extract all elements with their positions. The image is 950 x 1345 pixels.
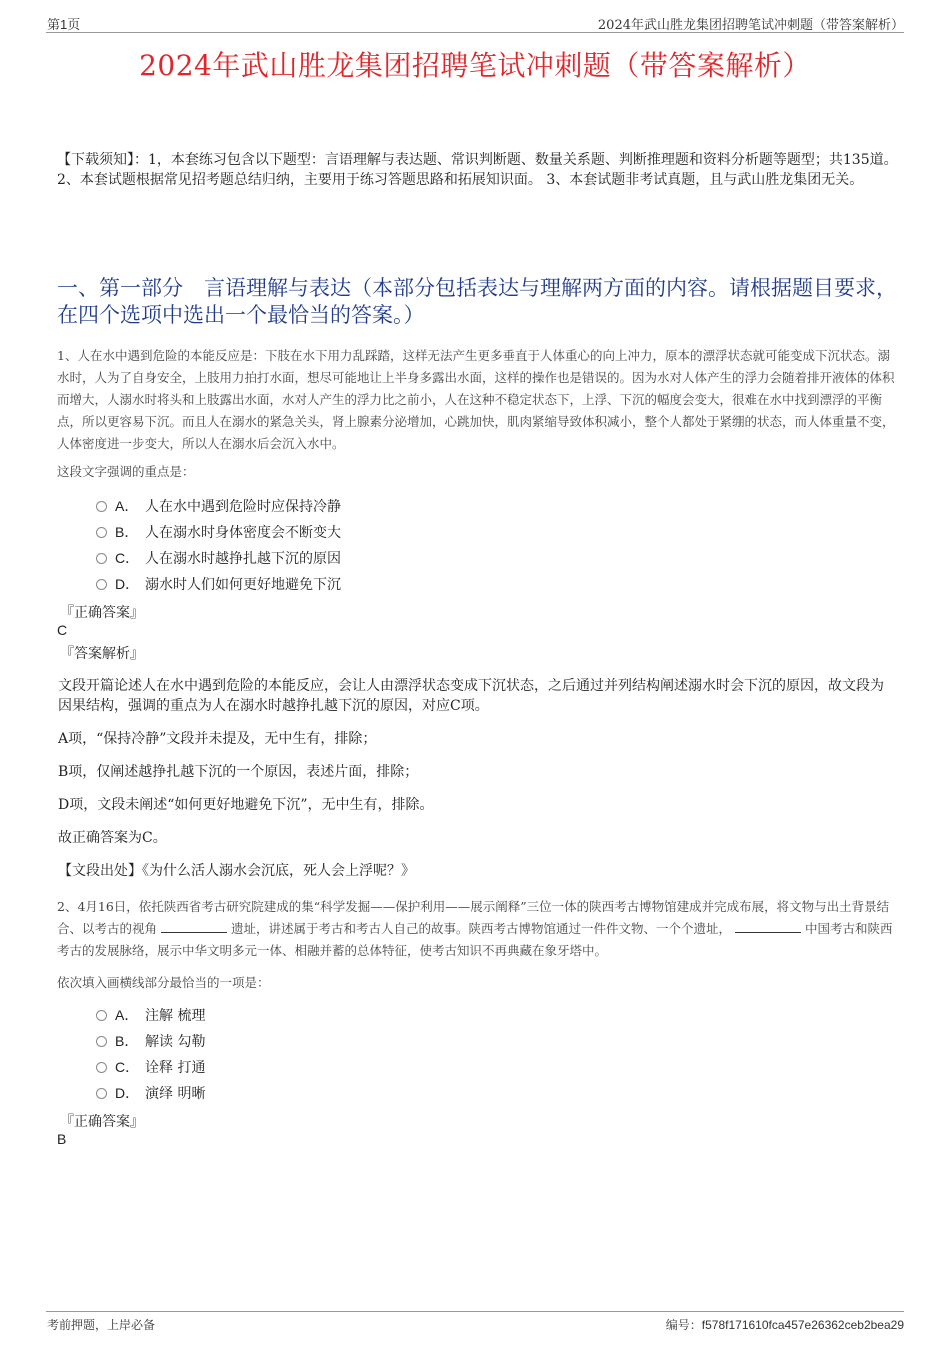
section-heading: 一、第一部分 言语理解与表达（本部分包括表达与理解两方面的内容。请根据题目要求，在四个选项中选出一个最恰当的答案。） [57,276,897,327]
q2-answer-label: 『正确答案』 [60,1114,144,1130]
q1-answer-label: 『正确答案』 [60,605,144,621]
q1-analysis-b: B项，仅阐述越挣扎越下沉的一个原因，表述片面，排除； [58,764,419,780]
footer-code: 编号：f578f171610fca457e26362ceb2bea29 [665,1318,904,1332]
radio-icon[interactable] [96,527,107,538]
question-1-text: 1、人在水中遇到危险的本能反应是：下肢在水下用力乱踩踏，这样无法产生更多垂直于人体重心的向上冲力，原本的漂浮状态就可能变成下沉状态。溺水时，人为了自身安全，上肢用力拍打水面，想尽可能地让上半身多露出水面，这样的操作也是错误的。因为水对人体产生的浮力会随着排开液体的体积而增大，人溺水时将头和上肢露出水面，水对人产生的浮力比之前小，人在这种不稳定状态下，上浮、下沉的幅度会变大，很难在水中找到漂浮的平衡点，所以更容易下沉。而且人在溺水的紧急关头，肾上腺素分泌增加，心跳加快，肌肉紧缩导致体积减小，整个人都处于紧绷的状态，而人体重量不变，人体密度进一步变大，所以人在溺水后会沉入水中。 [57,348,895,451]
q1-option-d[interactable]: D． 溺水时人们如何更好地避免下沉 [96,574,341,594]
question-2-text: 2、4月16日，依托陕西省考古研究院建成的集“科学发掘——保护利用——展示阐释”三位一体的陕西考古博物馆建成并完成布展，将文物与出土背景结合、以考古的视角 遗址，讲述属于考古和考古人自己的故事。陕西考古博物馆通过一件件文物、一个个遗址， 中国考古和陕西考古的发展脉络，展示中华文明多元一体、相融并蓄的总体特征，使考古知识不再典藏在象牙塔中。 [57,899,893,958]
question-2-prompt: 依次填入画横线部分最恰当的一项是： [57,975,270,990]
question-1-prompt: 这段文字强调的重点是： [57,464,195,479]
fill-blank-1[interactable] [161,920,227,933]
header-divider [46,32,904,33]
q2-option-a[interactable]: A． 注解 梳理 [96,1005,205,1025]
radio-icon[interactable] [96,1062,107,1073]
q1-analysis-para: 文段开篇论述人在水中遇到危险的本能反应，会让人由漂浮状态变成下沉状态，之后通过并列结构阐述溺水时会下沉的原因，故文段为因果结构，强调的重点为人在溺水时越挣扎越下沉的原因，对应C项。 [58,678,884,714]
radio-icon[interactable] [96,553,107,564]
header-doc-title: 2024年武山胜龙集团招聘笔试冲刺题（带答案解析） [597,18,904,33]
fill-blank-2[interactable] [735,920,801,933]
radio-icon[interactable] [96,1088,107,1099]
q2-option-b[interactable]: B． 解读 勾勒 [96,1031,205,1051]
q1-analysis-conclusion: 故正确答案为C。 [58,830,167,846]
download-notice: 【下载须知】：1，本套练习包含以下题型：言语理解与表达题、常识判断题、数量关系题、判断推理题和资料分析题等题型；共135道。 2、本套试题根据常见招考题总结归纳，主要用于练习答题思路和拓展知识面。 3、本套试题非考试真题，且与武山胜龙集团无关。 [57,152,898,188]
radio-icon[interactable] [96,1010,107,1021]
q1-answer: C [57,622,68,638]
q1-option-a[interactable]: A． 人在水中遇到危险时应保持冷静 [96,496,341,516]
page-number: 第1页 [47,17,81,32]
q1-source: 【文段出处】《为什么活人溺水会沉底，死人会上浮呢？》 [58,863,415,879]
q2-answer: B [57,1131,67,1147]
q1-option-b[interactable]: B． 人在溺水时身体密度会不断变大 [96,522,341,542]
q1-analysis-label: 『答案解析』 [60,646,144,662]
page-title: 2024年武山胜龙集团招聘笔试冲刺题（带答案解析） [139,49,811,82]
q1-option-c[interactable]: C． 人在溺水时越挣扎越下沉的原因 [96,548,341,568]
q2-option-d[interactable]: D． 演绎 明晰 [96,1083,205,1103]
footer-divider [46,1311,904,1312]
q1-analysis-d: D项，文段未阐述“如何更好地避免下沉”，无中生有，排除。 [58,797,434,813]
q2-option-c[interactable]: C． 诠释 打通 [96,1057,205,1077]
radio-icon[interactable] [96,1036,107,1047]
footer-slogan: 考前押题，上岸必备 [47,1318,156,1332]
radio-icon[interactable] [96,579,107,590]
q1-analysis-a: A项，“保持冷静”文段并未提及，无中生有，排除； [58,731,377,747]
radio-icon[interactable] [96,501,107,512]
